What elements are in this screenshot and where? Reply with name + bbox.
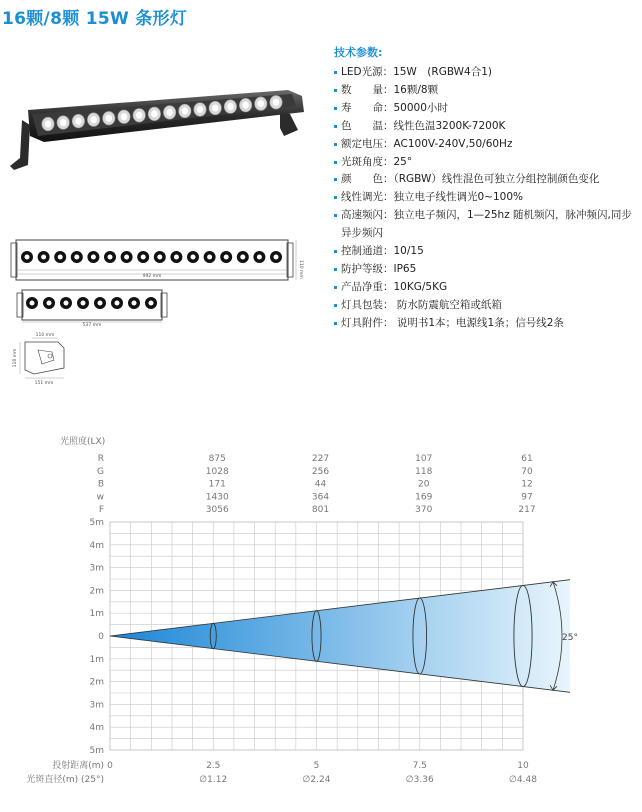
spec-list: [334, 64, 639, 333]
led-center: [25, 255, 30, 260]
left-bracket: [10, 120, 30, 170]
spec-item: 额定电压：AC100V-240V,50/60Hz: [334, 136, 639, 154]
led-center: [115, 301, 120, 306]
led-center: [91, 255, 96, 260]
lux-row-label: G: [97, 466, 104, 477]
dim-side-width: 110 mm: [35, 333, 55, 338]
lux-row-label: R: [97, 454, 104, 464]
lux-value: 171: [208, 479, 226, 490]
spec-item: 灯具包装： 防水防震航空箱或纸箱: [334, 297, 639, 315]
led-core: [182, 107, 188, 114]
lux-value: 1028: [205, 466, 229, 477]
lux-value: 256: [311, 466, 330, 477]
lux-value: 20: [418, 479, 430, 490]
led-core: [197, 106, 203, 113]
led-center: [191, 255, 196, 260]
led-center: [274, 255, 279, 260]
led-center: [58, 255, 63, 260]
led-center: [47, 301, 52, 306]
led-core: [273, 99, 279, 106]
page-title: 16颗/8颗 15W 条形灯: [2, 9, 188, 29]
spec-item: 色 温：线性色温3200K-7200K: [334, 118, 639, 136]
spec-item: 防护等级：IP65: [334, 261, 639, 279]
spot-diameter-value: ∅1.12: [199, 775, 228, 785]
led-center: [81, 301, 86, 306]
led-core: [151, 110, 157, 117]
product-image: [0, 70, 330, 190]
dim-long: 992 mm: [142, 274, 162, 279]
spot-diameter-value: ∅4.48: [509, 775, 537, 785]
led-center: [74, 255, 79, 260]
spec-item: 线性调光：独立电子线性调光0~100%: [334, 189, 639, 207]
lux-value: 875: [208, 454, 226, 464]
y-tick-label: 2m: [89, 586, 104, 597]
lux-value: 3056: [205, 505, 229, 516]
lux-row-label: w: [96, 492, 104, 503]
spot-diameter-label: 光斑直径(m) (25°): [26, 775, 104, 785]
y-tick-label: 4m: [89, 540, 104, 551]
led-center: [157, 255, 162, 260]
lux-value: 61: [521, 454, 533, 464]
lux-row-label: F: [98, 505, 104, 516]
led-core: [242, 102, 248, 109]
led-center: [149, 301, 154, 306]
led-core: [121, 113, 127, 120]
y-tick-label: 3m: [89, 563, 104, 574]
spec-item: 数 量：16颗/8颗: [334, 82, 639, 100]
spec-item: 灯具附件： 说明书1本；电源线1条；信号线2条: [334, 315, 639, 333]
led-center: [240, 255, 245, 260]
lux-value: 801: [311, 505, 330, 516]
lux-value: 1430: [205, 492, 229, 503]
y-tick-label: 3m: [89, 700, 104, 711]
dim-side-depth: 151 mm: [34, 381, 54, 386]
led-center: [64, 301, 69, 306]
y-tick-label: 1m: [89, 609, 104, 620]
led-center: [257, 255, 262, 260]
spec-item: LED光源：15W (RGBW4合1): [334, 64, 639, 82]
led-core: [258, 100, 264, 107]
led-center: [41, 255, 46, 260]
led-core: [106, 115, 112, 122]
led-core: [136, 112, 142, 119]
lux-value: 97: [521, 492, 533, 503]
lux-value: 12: [521, 479, 533, 490]
lux-row-label: B: [97, 479, 104, 490]
y-tick-label: 4m: [89, 723, 104, 734]
y-tick-label: 2m: [89, 677, 104, 688]
led-center: [124, 255, 129, 260]
spot-diameter-value: ∅3.36: [405, 775, 434, 785]
led-center: [132, 301, 137, 306]
led-core: [227, 103, 233, 110]
dim-height: 110 mm: [298, 260, 303, 279]
spec-panel: [334, 44, 639, 333]
spec-item: 颜 色：（RGBW）线性混色可独立分组控制颜色变化: [334, 171, 639, 189]
y-tick-label: 0: [98, 632, 104, 642]
dim-side-height: 118 mm: [13, 348, 18, 368]
lux-value: 364: [311, 492, 330, 503]
x-tick-label: 5: [313, 761, 320, 771]
spec-item: 寿 命：50000小时: [334, 100, 639, 118]
beam-angle-label: 25°: [562, 633, 578, 643]
led-core: [90, 116, 96, 123]
lux-value: 118: [415, 466, 433, 477]
y-tick-label: 1m: [89, 654, 104, 665]
lux-value: 227: [311, 454, 330, 464]
led-core: [60, 119, 66, 126]
dimension-drawings: [0, 230, 320, 390]
lux-value: 44: [314, 479, 327, 490]
y-tick-label: 5m: [89, 746, 104, 756]
led-core: [212, 104, 218, 111]
led-center: [174, 255, 179, 260]
x-tick-label: 2.5: [206, 761, 221, 771]
led-center: [108, 255, 113, 260]
led-center: [207, 255, 212, 260]
lux-value: 169: [415, 492, 433, 503]
led-core: [75, 118, 81, 125]
lux-value: 70: [521, 466, 533, 477]
spec-item: 控制通道：10/15: [334, 243, 639, 261]
led-center: [30, 301, 35, 306]
led-center: [141, 255, 146, 260]
x-tick-label: 0: [107, 761, 113, 771]
spec-item: 光斑角度：25°: [334, 154, 639, 172]
dim-short: 537 mm: [82, 323, 102, 328]
led-core: [166, 109, 172, 116]
spec-heading: 技术参数:: [334, 46, 383, 59]
lux-value: 370: [415, 505, 433, 516]
y-tick-label: 5m: [89, 518, 104, 528]
spec-item: 高速频闪：独立电子频闪，1—25hz 随机频闪，脉冲频闪,同步异步频闪: [334, 207, 639, 243]
led-center: [98, 301, 103, 306]
spot-diameter-value: ∅2.24: [302, 775, 331, 785]
led-center: [224, 255, 229, 260]
x-tick-label: 10: [517, 761, 529, 771]
lux-value: 107: [415, 454, 433, 464]
x-tick-label: 7.5: [412, 761, 427, 771]
beam-cone: [110, 580, 570, 693]
spec-item: 产品净重：10KG/5KG: [334, 279, 639, 297]
beam-diagram: [0, 428, 642, 812]
lux-title: 光照度(LX): [60, 437, 106, 447]
lux-value: 217: [518, 505, 536, 516]
x-axis-label: 投射距离(m): [52, 761, 104, 771]
led-core: [45, 120, 51, 127]
